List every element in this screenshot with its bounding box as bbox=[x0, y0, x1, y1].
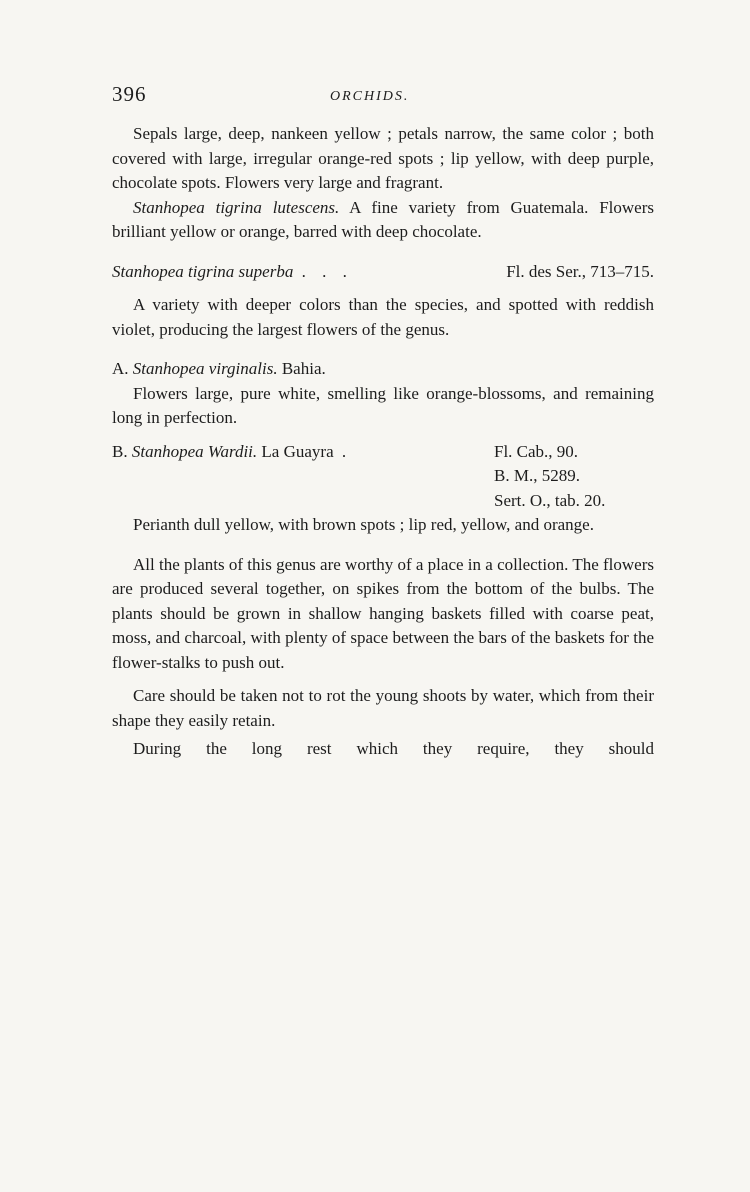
paragraph-culture: All the plants of this genus are worthy of a place in a collection. The flowers are produced several together, on spikes from the bottom of the bulbs. The plants should be grown in shallow hanging baskets filled with coarse peat, moss, and charcoal, with plenty of space between the bars of the baskets for the flower-stalks to push out. bbox=[112, 554, 654, 672]
page-number: 396 bbox=[112, 82, 147, 106]
entry-prefix: A. bbox=[112, 359, 133, 378]
book-page bbox=[112, 82, 654, 1142]
reference: Fl. des Ser., 713–715. bbox=[506, 261, 654, 281]
species-entry-superba bbox=[112, 260, 654, 285]
running-head: ORCHIDS. bbox=[330, 89, 410, 104]
paragraph-wardii: Perianth dull yellow, with brown spots ; lip red, yellow, and orange. bbox=[133, 515, 594, 534]
locality: Bahia. bbox=[277, 359, 326, 378]
locality: La Guayra bbox=[257, 441, 334, 461]
species-entry-virginalis bbox=[112, 357, 654, 382]
leader-dots: . . . bbox=[301, 261, 353, 281]
paragraph-care: Care should be taken not to rot the young shoots by water, which from their shape they easily retain. bbox=[112, 686, 654, 730]
species-name: Stanhopea tigrina superba bbox=[112, 261, 294, 281]
reference: Fl. Cab., 90. bbox=[494, 441, 579, 461]
species-name: Stanhopea virginalis. bbox=[132, 359, 278, 378]
paragraph-superba: A variety with deeper colors than the species, and spotted with reddish violet, producing the largest flowers of the genus. bbox=[112, 295, 654, 339]
reference-list bbox=[112, 464, 654, 513]
page-header bbox=[112, 82, 654, 122]
paragraph-virginalis: Flowers large, pure white, smelling like orange-blossoms, and remaining long in perfection. bbox=[112, 383, 654, 427]
reference: B. M., 5289. bbox=[494, 466, 580, 485]
species-name: Stanhopea tigrina lutescens. bbox=[133, 197, 340, 217]
species-entry-wardii bbox=[112, 440, 654, 465]
species-name: Stanhopea Wardii. bbox=[131, 441, 258, 461]
paragraph-text: A fine variety from Guatemala. Flowers brilliant yellow or orange, barred with deep chocolate. bbox=[112, 197, 654, 241]
paragraph-rest: During the long rest which they require, they should bbox=[133, 739, 654, 758]
reference: Sert. O., tab. 20. bbox=[494, 490, 606, 510]
entry-prefix: B. bbox=[112, 441, 132, 461]
paragraph-description: Sepals large, deep, nankeen yellow ; petals narrow, the same color ; both covered with large, irregular orange-red spots ; lip yellow, with deep purple, chocolate spots. Flowers very large and fragrant. bbox=[112, 124, 654, 192]
leader-dot: . bbox=[341, 441, 353, 461]
paragraph-lutescens bbox=[112, 196, 654, 245]
